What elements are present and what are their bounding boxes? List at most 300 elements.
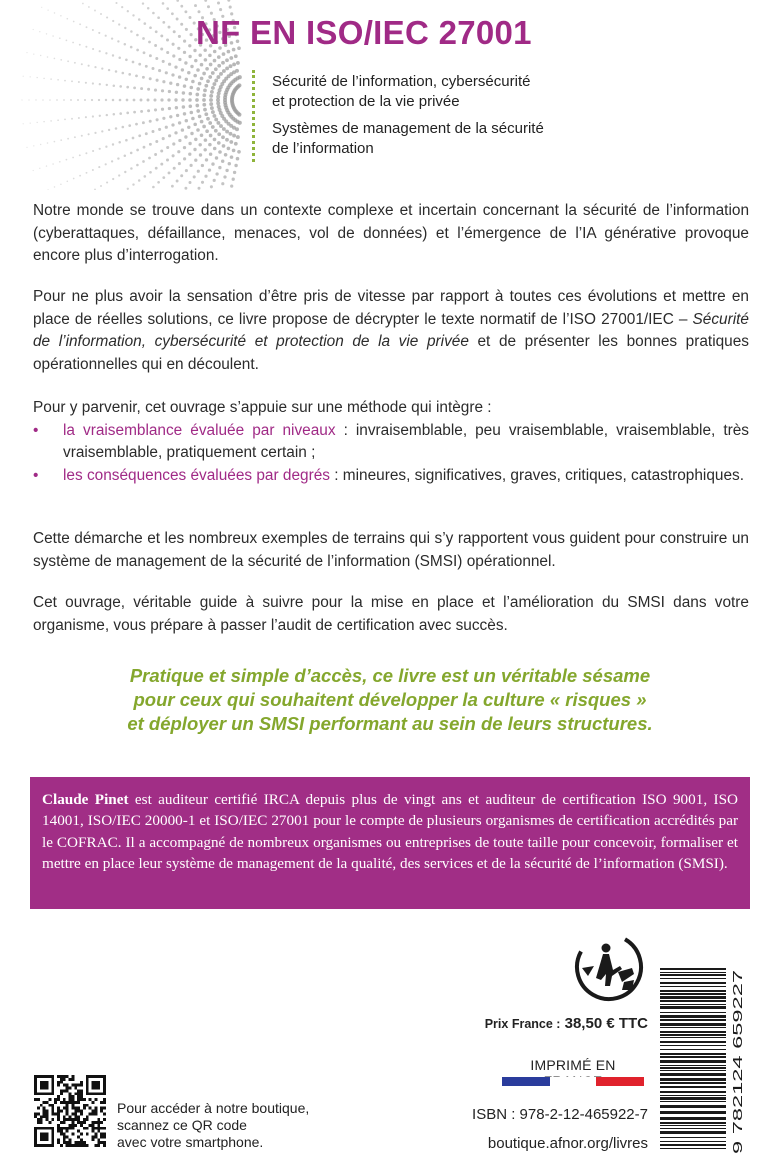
- qr-module: [89, 1112, 92, 1115]
- qr-module: [71, 1133, 74, 1136]
- qr-module: [83, 1104, 86, 1107]
- decorative-dot: [86, 26, 88, 28]
- qr-module: [103, 1112, 106, 1115]
- decorative-dot: [178, 35, 181, 38]
- decorative-dot: [183, 84, 186, 87]
- flag-red-band: [596, 1077, 644, 1086]
- decorative-dot: [202, 93, 206, 97]
- decorative-dot: [189, 92, 193, 96]
- barcode-bar: [660, 1006, 726, 1009]
- qr-module: [37, 1118, 40, 1121]
- barcode-digits: 9 782124 659227: [730, 1052, 745, 1154]
- decorative-dot: [64, 118, 66, 120]
- qr-module: [63, 1115, 66, 1118]
- decorative-dot: [33, 145, 34, 146]
- qr-module: [57, 1095, 60, 1098]
- decorative-dot: [205, 158, 208, 161]
- decorative-dot: [202, 125, 206, 129]
- barcode-bar: [660, 972, 726, 973]
- qr-instructions: [117, 1100, 317, 1151]
- decorative-dot: [178, 139, 181, 142]
- qr-module: [92, 1124, 95, 1127]
- qr-module: [57, 1127, 60, 1130]
- decorative-dot: [82, 3, 84, 5]
- decorative-dot: [166, 39, 169, 42]
- decorative-dot: [184, 135, 187, 138]
- decorative-dot: [152, 67, 155, 70]
- decorative-dot: [152, 12, 155, 15]
- decorative-dot: [130, 30, 133, 33]
- qr-module: [74, 1144, 77, 1147]
- barcode-bar: [660, 1027, 726, 1028]
- decorative-dot: [113, 113, 116, 116]
- decorative-dot: [118, 23, 120, 25]
- qr-module: [66, 1112, 69, 1115]
- decorative-dot: [236, 157, 240, 161]
- qr-module: [57, 1075, 60, 1078]
- decorative-dot: [208, 168, 211, 171]
- qr-module: [92, 1130, 95, 1133]
- decorative-dot: [189, 16, 192, 19]
- qr-module: [57, 1130, 60, 1133]
- decorative-dot: [171, 12, 174, 15]
- decorative-dot: [149, 171, 152, 174]
- decorative-dot: [229, 64, 233, 68]
- decorative-dot: [162, 21, 165, 24]
- decorative-dot: [222, 69, 226, 73]
- decorative-dot: [228, 162, 231, 165]
- price: [485, 1015, 648, 1032]
- decorative-dot: [208, 121, 212, 125]
- decorative-dot: [101, 130, 103, 132]
- qr-module: [63, 1135, 66, 1138]
- qr-text-line-2: scannez ce QR code: [117, 1117, 247, 1133]
- qr-module: [97, 1127, 100, 1130]
- flag-blue-band: [502, 1077, 550, 1086]
- decorative-dot: [94, 132, 96, 134]
- decorative-dot: [223, 175, 226, 178]
- qr-text-line-3: avec votre smartphone.: [117, 1134, 264, 1150]
- decorative-dot: [178, 162, 181, 165]
- qr-module: [51, 1104, 54, 1107]
- decorative-dot: [112, 143, 114, 145]
- decorative-dot: [125, 139, 128, 142]
- decorative-dot: [111, 160, 113, 162]
- decorative-dot: [177, 150, 180, 153]
- decorative-dot: [183, 157, 186, 160]
- decorative-dot: [60, 183, 62, 185]
- decorative-dot: [36, 122, 37, 123]
- conclusion-paragraph: [33, 592, 749, 637]
- decorative-dot: [162, 117, 165, 120]
- decorative-dot: [135, 123, 138, 126]
- qr-module: [77, 1089, 80, 1092]
- qr-module: [37, 1098, 40, 1101]
- qr-module: [80, 1112, 83, 1115]
- qr-module: [100, 1107, 103, 1110]
- decorative-dot: [79, 44, 81, 46]
- barcode-bar: [660, 968, 726, 970]
- decorative-dot: [101, 67, 103, 69]
- decorative-dot: [147, 99, 150, 102]
- decorative-dot: [193, 148, 196, 151]
- decorative-dot: [79, 175, 81, 177]
- decorative-dot: [52, 163, 54, 165]
- qr-module: [66, 1089, 69, 1092]
- decorative-dot: [91, 99, 93, 101]
- qr-module: [57, 1098, 60, 1101]
- qr-module: [51, 1107, 54, 1110]
- barcode-bar: [660, 1023, 726, 1026]
- decorative-dot: [106, 16, 108, 18]
- decorative-dot: [180, 5, 183, 8]
- qr-module: [34, 1115, 37, 1118]
- decorative-dot: [210, 185, 213, 188]
- decorative-dot: [211, 71, 215, 75]
- decorative-dot: [221, 61, 225, 65]
- decorative-dot: [219, 8, 222, 11]
- qr-module: [43, 1112, 46, 1115]
- qr-module: [60, 1092, 63, 1095]
- decorative-dot: [183, 146, 186, 149]
- author-bio-box: [30, 777, 750, 909]
- decorative-dot: [237, 150, 241, 154]
- decorative-dot: [100, 185, 102, 187]
- qr-module: [103, 1098, 106, 1101]
- decorative-dot: [59, 161, 61, 163]
- qr-module: [34, 1098, 37, 1101]
- decorative-dot: [54, 12, 55, 13]
- qr-module: [80, 1098, 83, 1101]
- qr-module: [77, 1110, 80, 1113]
- decorative-dot: [187, 71, 190, 74]
- decorative-dot: [39, 31, 40, 32]
- decorative-dot: [153, 98, 156, 101]
- decorative-dot: [190, 111, 194, 115]
- qr-module: [92, 1135, 95, 1138]
- decorative-dot: [189, 181, 192, 184]
- decorative-dot: [158, 128, 161, 131]
- decorative-dot: [190, 132, 193, 135]
- decorative-dot: [219, 72, 223, 76]
- qr-module: [60, 1144, 63, 1147]
- qr-module: [94, 1098, 97, 1101]
- decorative-dot: [217, 55, 221, 59]
- decorative-dot: [122, 72, 125, 75]
- decorative-dot: [132, 137, 135, 140]
- qr-module: [69, 1092, 72, 1095]
- qr-module: [92, 1112, 95, 1115]
- qr-module: [60, 1101, 63, 1104]
- decorative-dot: [236, 61, 240, 65]
- decorative-dot: [26, 147, 27, 148]
- qr-module: [63, 1138, 66, 1141]
- qr-module: [43, 1110, 46, 1113]
- barcode-bar: [660, 1031, 726, 1033]
- decorative-dot: [155, 140, 158, 143]
- paragraph-2-end: et de présenter les bonnes pratiques opérationnelles qui en découlent.: [33, 333, 749, 373]
- qr-module: [63, 1133, 66, 1136]
- decorative-dot: [30, 76, 31, 77]
- approach-paragraph: [33, 528, 749, 573]
- decorative-dot: [180, 174, 183, 177]
- subtitle-2-line-1: Systèmes de management de la sécurité: [272, 120, 544, 137]
- qr-module: [74, 1107, 77, 1110]
- decorative-dot: [160, 34, 163, 37]
- decorative-dot: [214, 67, 218, 71]
- decorative-dot: [194, 138, 197, 141]
- qr-module: [71, 1104, 74, 1107]
- decorative-dot: [168, 90, 171, 93]
- decorative-dot: [234, 164, 237, 167]
- decorative-dot: [209, 134, 213, 138]
- qr-module: [97, 1118, 100, 1121]
- qr-module: [83, 1098, 86, 1101]
- decorative-dot: [175, 91, 178, 94]
- decorative-dot: [172, 54, 175, 57]
- qr-module: [57, 1115, 60, 1118]
- decorative-dot: [211, 125, 215, 129]
- qr-module: [63, 1078, 66, 1081]
- bullet-icon: •: [33, 466, 39, 484]
- decorative-dot: [204, 58, 208, 62]
- decorative-dot: [209, 94, 213, 98]
- decorative-dot: [138, 63, 141, 66]
- qr-module: [48, 1121, 51, 1124]
- decorative-dot: [183, 40, 186, 43]
- decorative-dot: [57, 119, 59, 121]
- decorative-dot: [229, 56, 233, 60]
- decorative-dot: [54, 58, 56, 60]
- decorative-dot: [202, 72, 206, 76]
- qr-module: [60, 1110, 63, 1113]
- qr-module: [74, 1084, 77, 1087]
- decorative-dot: [190, 86, 194, 90]
- qr-module: [94, 1133, 97, 1136]
- decorative-dot: [233, 171, 236, 174]
- qr-module: [77, 1092, 80, 1095]
- decorative-dot: [204, 112, 208, 116]
- qr-module: [69, 1087, 72, 1090]
- qr-module: [86, 1144, 89, 1147]
- shop-link[interactable]: boutique.afnor.org/livres: [487, 1135, 648, 1152]
- qr-module: [71, 1124, 74, 1127]
- decorative-dot: [154, 153, 157, 156]
- decorative-dot: [147, 7, 150, 10]
- barcode-bar: [660, 1091, 726, 1093]
- qr-code[interactable]: [34, 1075, 106, 1147]
- qr-module: [97, 1130, 100, 1133]
- qr-module: [54, 1098, 57, 1101]
- decorative-dot: [160, 150, 163, 153]
- decorative-dot: [145, 65, 148, 68]
- decorative-dot: [72, 157, 74, 159]
- barcode-bar: [660, 1056, 726, 1058]
- decorative-dot: [156, 118, 159, 121]
- printed-in-france-label: IMPRIMÉ EN: [530, 1057, 616, 1073]
- qr-module: [71, 1078, 74, 1081]
- paragraph-3-intro: Pour y parvenir, cet ouvrage s’appuie sur une méthode qui intègre :: [33, 399, 492, 416]
- decorative-dot: [225, 130, 229, 134]
- decorative-dot: [126, 86, 129, 89]
- qr-module: [89, 1107, 92, 1110]
- decorative-dot: [160, 98, 163, 101]
- decorative-dot: [212, 82, 216, 86]
- decorative-dot: [207, 5, 210, 8]
- qr-module: [86, 1104, 89, 1107]
- qr-module: [77, 1144, 80, 1147]
- decorative-dot: [168, 26, 171, 29]
- decorative-dot: [57, 79, 59, 81]
- decorative-dot: [154, 89, 157, 92]
- bullet-icon: •: [33, 421, 39, 439]
- qr-module: [69, 1115, 72, 1118]
- barcode-bar: [660, 1049, 726, 1050]
- qr-module: [66, 1118, 69, 1121]
- decorative-dot: [165, 126, 168, 129]
- bullet-1-text: : invraisemblable, peu vraisemblable, vraisemblable, très vraisemblable, pratiquement certain ;: [63, 421, 750, 461]
- decorative-dot: [161, 89, 164, 92]
- subtitle-1: [272, 72, 612, 112]
- price-value: 38,50 € TTC: [560, 1015, 648, 1032]
- decorative-dot: [190, 65, 193, 68]
- decorative-dot: [173, 167, 176, 170]
- barcode-bar: [660, 1070, 726, 1071]
- decorative-dot: [98, 166, 100, 168]
- qr-module: [46, 1115, 49, 1118]
- qr-module: [57, 1141, 60, 1144]
- decorative-dot: [172, 154, 175, 157]
- decorative-dot: [33, 53, 34, 54]
- qr-module: [60, 1130, 63, 1133]
- decorative-dot: [232, 62, 236, 66]
- barcode-bar: [660, 1015, 726, 1018]
- decorative-dot: [67, 60, 69, 62]
- decorative-dot: [188, 44, 191, 47]
- qr-module: [63, 1089, 66, 1092]
- qr-module: [66, 1084, 69, 1087]
- qr-module: [92, 1101, 95, 1104]
- decorative-dot: [67, 138, 69, 140]
- decorative-dot: [142, 160, 145, 163]
- decorative-dot: [130, 152, 133, 155]
- decorative-dot: [105, 146, 107, 148]
- decorative-dot: [216, 121, 220, 125]
- decorative-dot: [155, 167, 158, 170]
- decorative-dot: [166, 7, 169, 10]
- decorative-dot: [154, 108, 157, 111]
- decorative-dot: [196, 87, 200, 91]
- qr-module: [69, 1144, 72, 1147]
- qr-module: [97, 1124, 100, 1127]
- decorative-dot: [138, 18, 141, 21]
- decorative-dot: [108, 129, 110, 131]
- decorative-dot: [182, 91, 185, 94]
- qr-module: [66, 1127, 69, 1130]
- decorative-dot: [94, 189, 96, 190]
- decorative-dot: [106, 84, 108, 86]
- barcode-bar: [660, 1041, 726, 1043]
- qr-module: [86, 1127, 89, 1130]
- decorative-dot: [225, 169, 228, 172]
- decorative-dot: [130, 167, 133, 170]
- barcode-bar: [660, 1117, 726, 1120]
- decorative-dot: [236, 135, 240, 139]
- qr-module: [60, 1081, 63, 1084]
- decorative-dot: [211, 86, 215, 90]
- decorative-dot: [100, 13, 102, 15]
- decorative-dot: [52, 35, 54, 37]
- decorative-dot: [232, 149, 236, 153]
- decorative-dot: [60, 139, 62, 141]
- decorative-dot: [184, 187, 187, 190]
- decorative-dot: [133, 87, 136, 90]
- decorative-dot: [196, 68, 200, 72]
- qr-module: [80, 1092, 83, 1095]
- decorative-dot: [191, 117, 195, 121]
- decorative-dot: [209, 98, 213, 102]
- decorative-dot: [232, 178, 235, 181]
- qr-module: [89, 1098, 92, 1101]
- decorative-dot: [203, 89, 207, 93]
- qr-code-modules: [34, 1075, 106, 1147]
- barcode-bar: [660, 1073, 726, 1076]
- barcode-bar: [660, 1111, 726, 1114]
- qr-module: [77, 1098, 80, 1101]
- decorative-dot: [99, 83, 101, 85]
- qr-module: [94, 1127, 97, 1130]
- decorative-dot: [175, 106, 178, 109]
- subtitle-dotted-rule: [252, 70, 255, 162]
- decorative-dot: [208, 75, 212, 79]
- decorative-dot: [227, 147, 231, 151]
- decorative-dot: [144, 175, 147, 178]
- qr-module: [103, 1127, 106, 1130]
- decorative-dot: [204, 138, 208, 142]
- barcode-bar: [660, 1086, 726, 1088]
- decorative-dot: [47, 56, 49, 58]
- decorative-dot: [140, 99, 143, 102]
- decorative-dot: [204, 0, 207, 2]
- author-bio: est auditeur certifié IRCA depuis plus de vingt ans et auditeur de certification ISO 9001, ISO 14001, ISO/IEC 20000-1 et ISO/IEC 27001 pour le compte de plusieurs organismes de certification accrédités par le COFRAC. Il a accompagné de nombreux organismes ou entreprises de toute taille pour concevoir, formaliser et mettre en place leur système de management de la qualité, des services et de la sécurité de l’information (SMSI).: [42, 791, 738, 873]
- decorative-dot: [204, 84, 208, 88]
- decorative-dot: [105, 35, 107, 37]
- decorative-dot: [42, 99, 44, 101]
- barcode-bar: [660, 1122, 726, 1124]
- qr-module: [83, 1144, 86, 1147]
- decorative-dot: [218, 150, 222, 154]
- decorative-dot: [136, 149, 139, 152]
- decorative-dot: [168, 134, 171, 137]
- decorative-dot: [199, 153, 202, 156]
- decorative-dot: [121, 6, 123, 8]
- qr-module: [57, 1110, 60, 1113]
- qr-module: [40, 1121, 43, 1124]
- decorative-dot: [112, 178, 114, 180]
- subtitle-1-line-1: Sécurité de l’information, cybersécurité: [272, 73, 531, 90]
- qr-module: [86, 1118, 89, 1121]
- decorative-dot: [180, 23, 183, 26]
- decorative-dot: [221, 182, 224, 185]
- decorative-dot: [171, 123, 174, 126]
- paragraph-2-start: Pour ne plus avoir la sensation d’être pris de vitesse par rapport à toutes ces évolutions et mettre en place de réelles solutions, ce livre propose de décrypter le texte normatif de l’ISO 27001/IEC –: [33, 288, 749, 328]
- decorative-dot: [195, 104, 199, 108]
- qr-module: [100, 1141, 103, 1144]
- barcode-bar: [660, 1082, 726, 1084]
- paragraph-2: [33, 286, 749, 376]
- decorative-dot: [142, 76, 145, 79]
- qr-module: [63, 1107, 66, 1110]
